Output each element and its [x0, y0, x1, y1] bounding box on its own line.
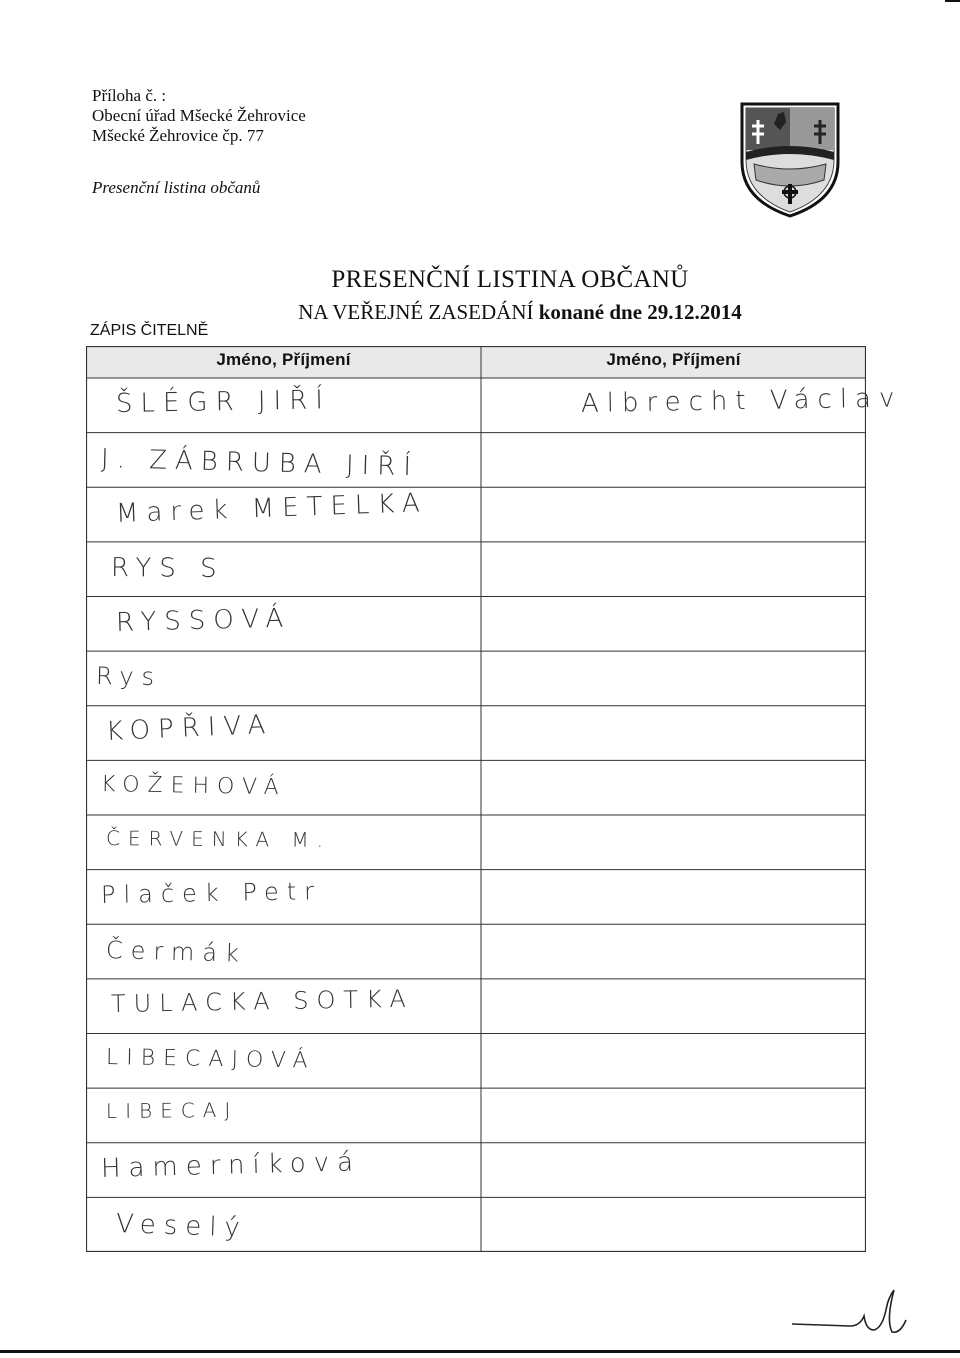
left-signature-entry-6: Rys [95, 662, 163, 692]
bottom-rule [0, 1350, 960, 1353]
left-signature-entry-16: Veselý [115, 1208, 249, 1244]
attachment-label: Příloha č. : [92, 86, 167, 105]
left-signature-entry-12: TULACKA SOTKA [110, 984, 414, 1019]
column-header-right: Jméno, Příjmení [606, 350, 741, 369]
document-title: PRESENČNÍ LISTINA OBČANŮ [331, 266, 689, 293]
corner-mark [945, 0, 960, 2]
left-signature-entry-11: Čermák [105, 935, 248, 968]
left-signature-entry-10: Plaček Petr [100, 877, 323, 909]
legibility-note: ZÁPIS ČITELNĚ [90, 322, 209, 339]
held-word: konané [538, 300, 605, 324]
left-signature-entry-4: RYS S [110, 553, 225, 585]
office-name: Obecní úřad Mšecké Žehrovice [92, 106, 306, 125]
coat-of-arms [740, 100, 840, 218]
left-signature-entry-2: J. ZÁBRUBA JIŘÍ [100, 443, 420, 483]
event-name: NA VEŘEJNÉ ZASEDÁNÍ [298, 300, 534, 324]
document-subtitle: Presenční listina občanů [92, 178, 261, 197]
meeting-date: 29.12.2014 [647, 300, 742, 324]
left-signature-entry-1: ŠLÉGR JIŘÍ [115, 385, 332, 420]
left-signature-entry-5: RYSSOVÁ [115, 603, 292, 638]
right-signature-entry-1: Albrecht Václav [580, 383, 903, 420]
left-signature-entry-8: KOŽEHOVÁ [100, 771, 287, 800]
left-signature-entry-13: LIBECAJOVÁ [105, 1044, 316, 1074]
attendance-table [86, 346, 903, 1252]
left-signature-entry-3: Marek METELKA [115, 487, 429, 529]
office-address: Mšecké Žehrovice čp. 77 [92, 126, 264, 145]
left-signature-entry-9: ČERVENKA M. [105, 826, 332, 853]
left-signature-entry-14: LIBECAJ [105, 1098, 239, 1124]
left-signature-entry-15: Hamerníková [100, 1147, 362, 1185]
column-header-left: Jméno, Příjmení [216, 350, 351, 369]
signature-mark [790, 1280, 910, 1340]
left-signature-entry-7: KOPŘIVA [105, 709, 274, 748]
date-prefix: dne [609, 300, 643, 324]
header-block [92, 86, 306, 146]
